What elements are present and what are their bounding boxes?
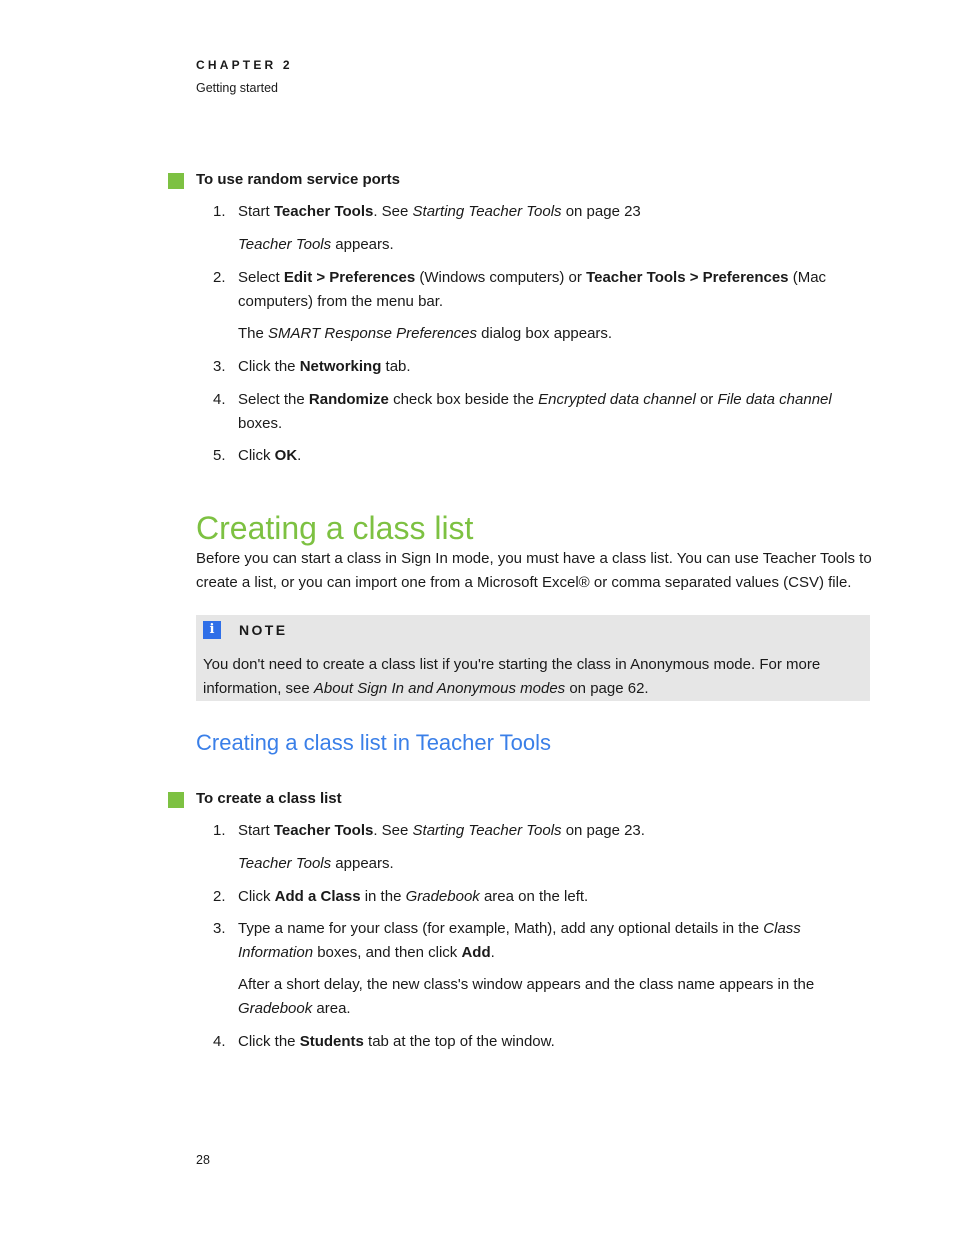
step-number: 4. bbox=[213, 391, 226, 408]
step-text bbox=[238, 819, 853, 843]
italic-text: Gradebook bbox=[405, 888, 480, 905]
bold-text: Teacher Tools bbox=[273, 822, 374, 839]
text-run: Start bbox=[238, 822, 274, 839]
text-run: . bbox=[490, 943, 495, 961]
italic-text: Encrypted data channel bbox=[538, 391, 696, 408]
italic-text: Gradebook bbox=[238, 999, 313, 1017]
text-run: Click bbox=[238, 888, 275, 905]
note-text bbox=[203, 653, 863, 700]
step-number: 5. bbox=[213, 447, 226, 464]
bold-text: Students bbox=[299, 1033, 364, 1050]
text-run: Click the bbox=[238, 358, 300, 375]
step-item bbox=[213, 917, 853, 964]
step-item bbox=[213, 200, 853, 224]
section-intro: Before you can start a class in Sign In mode, you must have a class list. You can use Teacher Tools to create a list, or you can import one from a Microsoft Excel® or comma separated values (CSV) file. bbox=[196, 550, 872, 591]
step-item bbox=[213, 819, 853, 843]
step-number: 3. bbox=[213, 920, 226, 937]
bold-text: Add a Class bbox=[274, 888, 361, 905]
italic-text: Class Information bbox=[238, 920, 801, 961]
italic-text: Starting Teacher Tools bbox=[412, 203, 562, 220]
bold-text: Edit > Preferences bbox=[283, 269, 416, 286]
step-item bbox=[213, 444, 853, 468]
step-number: 2. bbox=[213, 888, 226, 905]
text-run: or bbox=[695, 391, 718, 408]
text-run: Click the bbox=[238, 1033, 300, 1050]
text-run: area. bbox=[312, 999, 351, 1017]
step-item bbox=[213, 266, 853, 313]
text-run: check box beside the bbox=[388, 391, 539, 408]
text-run: appears. bbox=[331, 855, 394, 872]
bold-text: Teacher Tools bbox=[273, 203, 374, 220]
text-run: The bbox=[238, 325, 269, 342]
bold-text: OK bbox=[274, 447, 298, 464]
step-number: 1. bbox=[213, 203, 226, 220]
italic-text: Teacher Tools bbox=[238, 855, 332, 872]
step-text bbox=[238, 200, 853, 224]
italic-text: File data channel bbox=[717, 391, 832, 408]
step-number: 2. bbox=[213, 269, 226, 286]
text-run: dialog box appears. bbox=[477, 325, 613, 342]
text-run: Start bbox=[238, 203, 274, 220]
text-run: appears. bbox=[331, 236, 394, 253]
text-run: on page 23. bbox=[561, 822, 645, 839]
text-run: boxes, and then click bbox=[313, 943, 462, 961]
text-run: . See bbox=[373, 822, 413, 839]
subsection-heading: Creating a class list in Teacher Tools bbox=[196, 730, 552, 755]
chapter-label: CHAPTER 2 bbox=[196, 58, 293, 72]
step-text bbox=[238, 444, 853, 468]
step-text bbox=[238, 388, 853, 435]
step-item bbox=[213, 885, 853, 909]
text-run: After a short delay, the new class's window appears and the class name appears in the bbox=[238, 976, 815, 993]
info-icon: i bbox=[203, 621, 221, 639]
step-text bbox=[238, 885, 853, 909]
procedure-title: To use random service ports bbox=[196, 171, 400, 188]
text-run: tab. bbox=[381, 358, 411, 375]
step-item bbox=[213, 388, 853, 435]
italic-text: SMART Response Preferences bbox=[268, 325, 477, 342]
step-text bbox=[238, 1030, 853, 1054]
bold-text: Networking bbox=[299, 358, 382, 375]
step-number: 3. bbox=[213, 358, 226, 375]
step-item bbox=[213, 1030, 853, 1054]
text-run: You don't need to create a class list if you're starting the class in Anonymous mode. For more information, see bbox=[203, 656, 821, 697]
text-run: boxes. bbox=[238, 414, 283, 432]
text-run: (Mac computers) from the menu bar. bbox=[238, 269, 827, 310]
text-run: area on the left. bbox=[479, 888, 589, 905]
procedure-marker-icon bbox=[168, 792, 184, 808]
text-run: (Windows computers) or bbox=[415, 269, 587, 286]
step-result bbox=[238, 973, 858, 1020]
text-run: in the bbox=[360, 888, 406, 905]
step-number: 1. bbox=[213, 822, 226, 839]
text-run: Select the bbox=[238, 391, 309, 408]
page-number: 28 bbox=[196, 1153, 210, 1167]
step-number: 4. bbox=[213, 1033, 226, 1050]
text-run: tab at the top of the window. bbox=[363, 1033, 555, 1050]
step-result bbox=[238, 322, 858, 346]
text-run: Type a name for your class (for example, Math), add any optional details in the bbox=[238, 920, 764, 937]
italic-text: About Sign In and Anonymous modes bbox=[313, 679, 566, 697]
text-run: . See bbox=[373, 203, 413, 220]
step-result bbox=[238, 233, 858, 257]
step-text bbox=[238, 917, 853, 964]
italic-text: Starting Teacher Tools bbox=[412, 822, 562, 839]
step-item bbox=[213, 355, 853, 379]
bold-text: Add bbox=[461, 943, 491, 961]
note-title: NOTE bbox=[239, 622, 288, 638]
text-run: on page 62. bbox=[565, 679, 649, 697]
text-run: on page 23 bbox=[561, 203, 641, 220]
text-run: Click bbox=[238, 447, 275, 464]
text-run: Select bbox=[238, 269, 284, 286]
bold-text: Randomize bbox=[308, 391, 389, 408]
section-heading: Creating a class list bbox=[196, 510, 474, 546]
italic-text: Teacher Tools bbox=[238, 236, 332, 253]
chapter-subtitle: Getting started bbox=[196, 81, 278, 95]
procedure-marker-icon bbox=[168, 173, 184, 189]
procedure-title: To create a class list bbox=[196, 790, 342, 807]
step-text bbox=[238, 266, 853, 313]
bold-text: Teacher Tools > Preferences bbox=[586, 269, 789, 286]
text-run: . bbox=[297, 447, 302, 464]
step-text bbox=[238, 355, 853, 379]
step-result bbox=[238, 852, 858, 876]
